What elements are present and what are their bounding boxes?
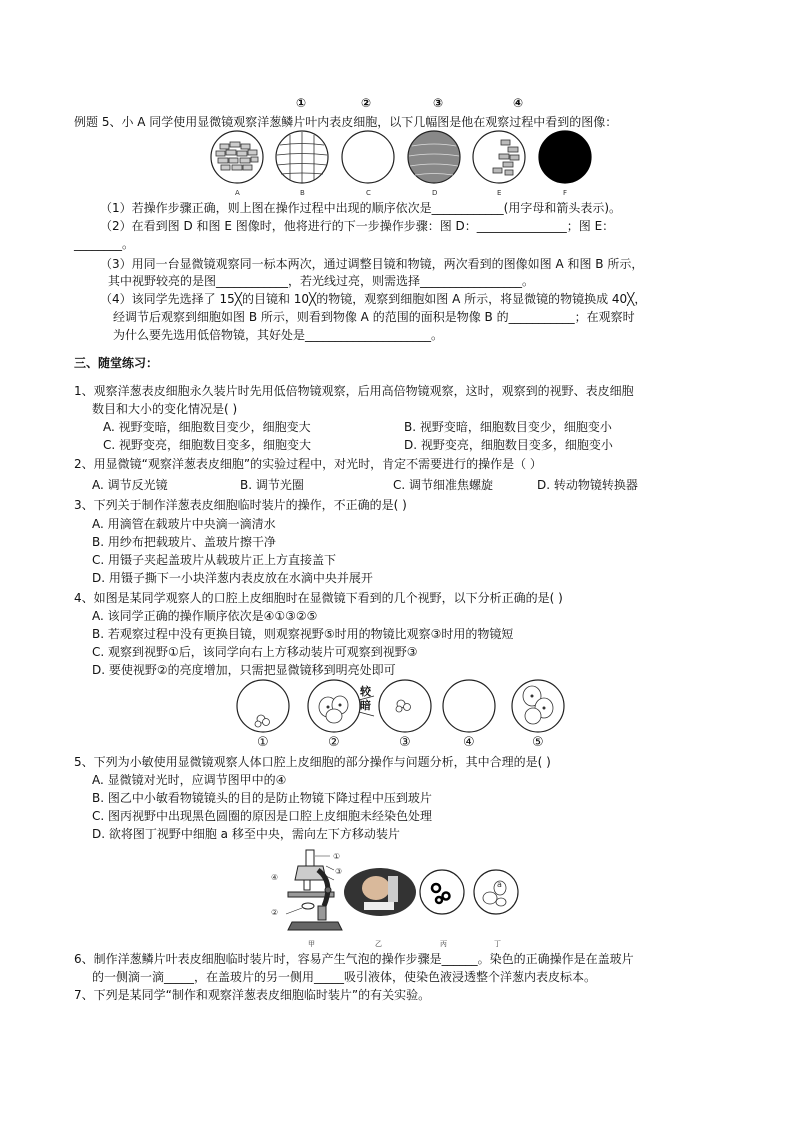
view-d: [408, 131, 460, 183]
q6-line2: 的一侧滴一滴_____，在盖玻片的另一侧用_____吸引液体，使染色液浸透整个洋葱内表皮标本。: [92, 970, 597, 984]
q4-option-a: A. 该同学正确的操作顺序依次是④①③②⑤: [92, 609, 318, 623]
section-title: 三、随堂练习：: [74, 356, 159, 370]
q1-option-b: B. 视野变暗，细胞数目变少，细胞变小: [404, 420, 612, 434]
q4-figure-label-1: 较: [360, 685, 371, 698]
q4-figure-label-2: 暗: [360, 699, 371, 712]
example5-q2-line1: （2）在看到图 D 和图 E 图像时，他将进行的下一步操作步骤：图 D：_______________；图 E：: [100, 219, 615, 233]
q4-option-c: C. 观察到视野①后，该同学向右上方移动装片可观察到视野③: [92, 645, 418, 659]
q5-option-d: D. 欲将图丁视野中细胞 a 移至中央，需向左下方移动装片: [92, 827, 400, 841]
label-a: A: [235, 189, 240, 197]
q5-label-ding: 丁: [494, 940, 501, 948]
q5-label-bing: 丙: [440, 940, 447, 948]
q5-figure: [268, 846, 528, 938]
q5-cell-label: a: [497, 880, 502, 889]
q2-option-b: B. 调节光圈: [240, 478, 304, 492]
q2-option-d: D. 转动物镜转换器: [537, 478, 638, 492]
example5-q3-line2: 其中视野较亮的是图____________，若光线过亮，则需选择_________________。: [108, 274, 535, 288]
q6-line1: 6、制作洋葱鳞片叶表皮细胞临时装片时，容易产生气泡的操作步骤是______。染色的正确操作是在盖玻片: [74, 952, 634, 966]
view-b: [276, 131, 328, 183]
circled-number-4: ④: [513, 96, 524, 110]
q1-option-a: A. 视野变暗，细胞数目变少，细胞变大: [103, 420, 311, 434]
view-e: [473, 131, 525, 183]
q7-stem: 7、下列是某同学“制作和观察洋葱表皮细胞临时装片”的有关实验。: [74, 988, 431, 1002]
example5-intro: 例题 5、小 A 同学使用显微镜观察洋葱鳞片叶内表皮细胞，以下几幅图是他在观察过程中看到的图像：: [74, 115, 618, 129]
q5-label-jia: 甲: [308, 940, 315, 948]
q5-label-yi: 乙: [375, 940, 382, 948]
q5-part-num-2: ②: [271, 908, 279, 917]
q4-view-1: [237, 680, 289, 732]
q4-fig-num-2: ②: [328, 735, 340, 750]
example5-q4-line1: （4）该同学先选择了 15╳的目镜和 10╳的物镜，观察到细胞如图 A 所示，将显微镜的物镜换成 40╳，: [100, 292, 647, 306]
q1-option-c: C. 视野变亮，细胞数目变多，细胞变大: [103, 438, 312, 452]
label-e: E: [497, 189, 502, 197]
view-c: [342, 131, 394, 183]
view-a: [211, 131, 263, 183]
example5-q1: （1）若操作步骤正确，则上图在操作过程中出现的顺序依次是____________(用字母和箭头表示)。: [100, 201, 622, 215]
label-d: D: [432, 189, 438, 197]
q5-option-a: A. 显微镜对光时，应调节图甲中的④: [92, 773, 287, 787]
q3-option-b: B. 用纱布把载玻片、盖玻片擦干净: [92, 535, 276, 549]
circled-number-2: ②: [361, 96, 372, 110]
q5-option-b: B. 图乙中小敏看物镜镜头的目的是防止物镜下降过程中压到玻片: [92, 791, 432, 805]
q4-option-d: D. 要使视野②的亮度增加，只需把显微镜移到明亮处即可: [92, 663, 396, 677]
q4-view-4: [443, 680, 495, 732]
q4-fig-num-3: ③: [399, 735, 411, 750]
circled-number-3: ③: [433, 96, 444, 110]
q3-option-c: C. 用镊子夹起盖玻片从载玻片正上方直接盖下: [92, 553, 337, 567]
example5-q3-line1: （3）用同一台显微镜观察同一标本两次，通过调整目镜和物镜，两次看到的图像如图 A 和图 B 所示，: [100, 257, 644, 271]
q3-option-d: D. 用镊子撕下一小块洋葱内表皮放在水滴中央并展开: [92, 571, 373, 585]
q1-stem-line1: 1、观察洋葱表皮细胞永久装片时先用低倍物镜观察，后用高倍物镜观察，这时，观察到的视野、表皮细胞: [74, 384, 634, 398]
example5-q4-line3: 为什么要先选用低倍物镜，其好处是_____________________。: [113, 328, 444, 342]
q1-option-d: D. 视野变亮，细胞数目变多，细胞变小: [404, 438, 613, 452]
q4-view-5: [512, 680, 564, 732]
example5-q4-line2: 经调节后观察到细胞如图 B 所示，则看到物像 A 的范围的面积是物像 B 的___________；在观察时: [113, 310, 635, 324]
view-ding: [474, 870, 518, 914]
q4-option-b: B. 若观察过程中没有更换目镜，则观察视野⑤时用的物镜比观察③时用的物镜短: [92, 627, 514, 641]
q2-option-c: C. 调节细准焦螺旋: [393, 478, 494, 492]
example5-figure-microscope-views: [205, 130, 595, 202]
label-c: C: [366, 189, 371, 197]
q4-view-3: [379, 680, 431, 732]
q4-stem: 4、如图是某同学观察人的口腔上皮细胞时在显微镜下看到的几个视野，以下分析正确的是( ): [74, 591, 563, 605]
view-bing: [420, 870, 464, 914]
q4-fig-num-4: ④: [463, 735, 475, 750]
q2-stem: 2、用显微镜“观察洋葱表皮细胞”的实验过程中，对光时，肯定不需要进行的操作是（ ）: [74, 457, 542, 471]
q5-stem: 5、下列为小敏使用显微镜观察人体口腔上皮细胞的部分操作与问题分析，其中合理的是( ): [74, 755, 551, 769]
q5-part-num-4: ④: [271, 873, 279, 882]
q4-figure-fields-of-view: [236, 678, 566, 740]
q5-part-num-3: ③: [335, 867, 343, 876]
q2-option-a: A. 调节反光镜: [92, 478, 168, 492]
q4-fig-num-5: ⑤: [532, 735, 544, 750]
operator-photo: [344, 868, 416, 916]
q4-fig-num-1: ①: [257, 735, 269, 750]
example5-q2-line2: ________。: [74, 237, 135, 251]
circled-number-1: ①: [296, 96, 307, 110]
q1-stem-line2: 数目和大小的变化情况是( ): [92, 402, 238, 416]
label-b: B: [300, 189, 305, 197]
microscope-drawing: [286, 850, 342, 930]
q3-stem: 3、下列关于制作洋葱表皮细胞临时装片的操作，不正确的是( ): [74, 498, 407, 512]
q3-option-a: A. 用滴管在载玻片中央滴一滴清水: [92, 517, 276, 531]
q5-option-c: C. 图丙视野中出现黑色圆圈的原因是口腔上皮细胞未经染色处理: [92, 809, 433, 823]
q5-part-num-1: ①: [333, 852, 341, 861]
label-f: F: [563, 189, 568, 197]
view-f: [539, 131, 591, 183]
